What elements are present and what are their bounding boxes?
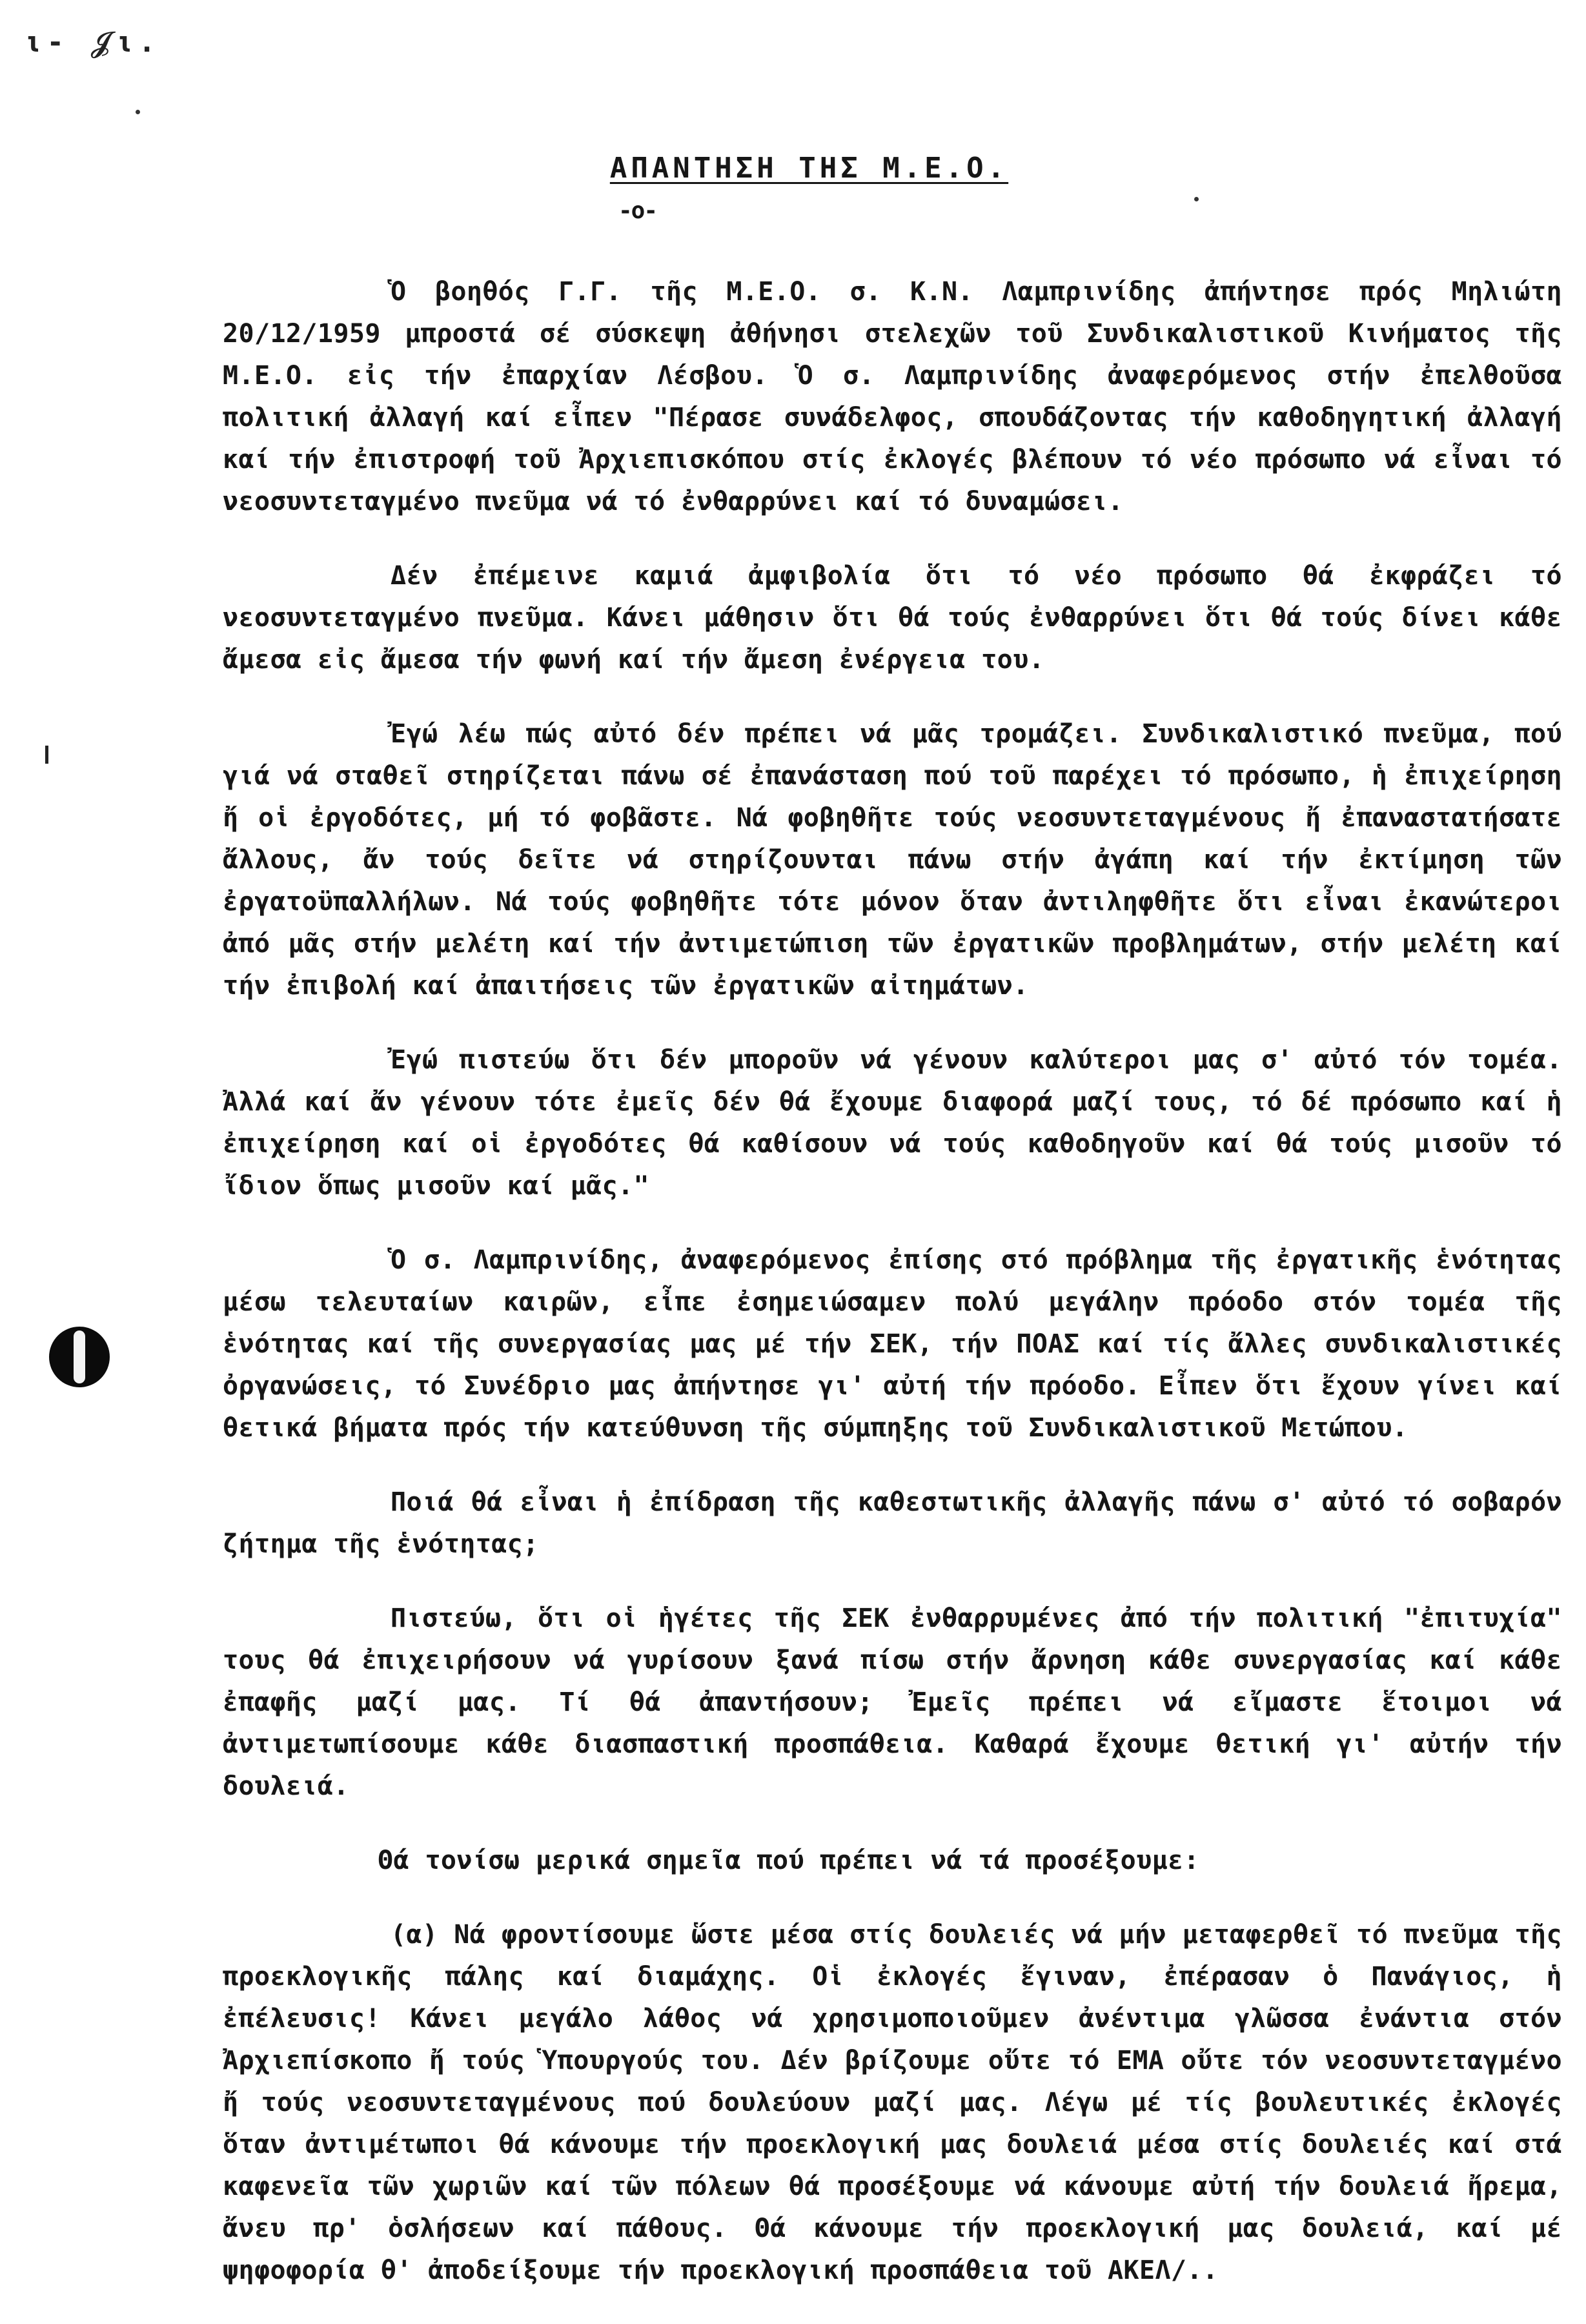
- paragraph-5: Ὁ σ. Λαμπρινίδης, ἀναφερόμενος ἐπίσης στό πρόβλημα τῆς ἐργατικῆς ἑνότητας μέσω τελευταίων καιρῶν, εἶπε ἐσημειώσαμεν πολύ μεγάλην πρόοδο στόν τομέα τῆς ἑνότητας καί τῆς συνεργασίας μας μέ τήν ΣΕΚ, τήν ΠΟΑΣ καί τίς ἄλλες συνδικαλιστικές ὀργανώσεις, τό Συνέδριο μας ἀπήντησε γι' αὐτή τήν πρόοδο. Εἶπεν ὅτι ἔχουν γίνει καί θετικά βήματα πρός τήν κατεύθυνση τῆς σύμπηξης τοῦ Συνδικαλιστικοῦ Μετώπου.: [223, 1245, 1562, 1443]
- paragraph-7: Πιστεύω, ὅτι οἱ ἡγέτες τῆς ΣΕΚ ἐνθαρρυμένες ἀπό τήν πολιτική "ἐπιτυχία" τους θά ἐπιχειρήσουν νά γυρίσουν ξανά πίσω στήν ἄρνηση κάθε συνεργασίας καί κάθε ἐπαφῆς μαζί μας. Τί θά ἀπαντήσουν; Ἐμεῖς πρέπει νά εἴμαστε ἕτοιμοι νά ἀντιμετωπίσουμε κάθε διασπαστική προσπάθεια. Καθαρά ἔχουμε θετική γι' αὐτήν τήν δουλειά.: [223, 1604, 1562, 1801]
- paragraph-1: Ὁ βοηθός Γ.Γ. τῆς Μ.Ε.Ο. σ. Κ.Ν. Λαμπρινίδης ἀπήντησε πρός Μηλιώτη 20/12/1959 μπροστά σέ σύσκεψη ἀθήνησι στελεχῶν τοῦ Συνδικαλιστικοῦ Κινήματος τῆς Μ.Ε.Ο. εἰς τήν ἐπαρχίαν Λέσβου. Ὁ σ. Λαμπρινίδης ἀναφερόμενος στήν ἐπελθοῦσα πολιτική ἀλλαγή καί εἶπεν "Πέρασε συνάδελφος, σπουδάζοντας τήν καθοδηγητική ἀλλαγή καί τήν ἐπιστροφή τοῦ Ἀρχιεπισκόπου στίς ἐκλογές βλέπουν τό νέο πρόσωπο νά εἶναι τό νεοσυντεταγμένο πνεῦμα νά τό ἐνθαρρύνει καί τό δυναμώσει.: [223, 277, 1562, 516]
- stray-ink-dot: [1194, 197, 1199, 201]
- handwritten-corner-mark: ι- 𝒥ι.: [25, 26, 161, 59]
- document-body: [223, 271, 1562, 2324]
- document-title: ΑΠΑΝΤΗΣΗ ΤΗΣ Μ.Ε.Ο.: [609, 152, 1009, 185]
- paragraph-8: Θά τονίσω μερικά σημεῖα πού πρέπει νά τά προσέξουμε:: [378, 1846, 1200, 1875]
- stray-ink-dot: [136, 110, 140, 114]
- paragraph-3: Ἐγώ λέω πώς αὐτό δέν πρέπει νά μᾶς τρομάζει. Συνδικαλιστικό πνεῦμα, πού γιά νά σταθεῖ στηρίζεται πάνω σέ ἐπανάσταση πού τοῦ παρέχει τό πρόσωπο, ἡ ἐπιχείρηση ἤ οἱ ἐργοδότες, μή τό φοβᾶστε. Νά φοβηθῆτε τούς νεοσυντεταγμένους ἤ ἐπαναστατήσατε ἄλλους, ἄν τούς δεῖτε νά στηρίζουνται πάνω στήν ἀγάπη καί τήν ἐκτίμηση τῶν ἐργατοϋπαλλήλων. Νά τούς φοβηθῆτε τότε μόνον ὅταν ἀντιληφθῆτε ὅτι εἶναι ἐκανώτεροι ἀπό μᾶς στήν μελέτη καί τήν ἀντιμετώπιση τῶν ἐργατικῶν προβλημάτων, στήν μελέτη καί τήν ἐπιβολή καί ἀπαιτήσεις τῶν ἐργατικῶν αἰτημάτων.: [223, 719, 1562, 1001]
- paragraph-6: Ποιά θά εἶναι ἡ ἐπίδραση τῆς καθεστωτικῆς ἀλλαγῆς πάνω σ' αὐτό τό σοβαρόν ζήτημα τῆς ἑνότητας;: [223, 1487, 1562, 1559]
- punch-hole-mark: [49, 1327, 110, 1387]
- title-ornament: -ο-: [618, 198, 657, 224]
- paragraph-2: Δέν ἐπέμεινε καμιά ἀμφιβολία ὅτι τό νέο πρόσωπο θά ἐκφράζει τό νεοσυντεταγμένο πνεῦμα. Κάνει μάθησιν ὅτι θά τούς ἐνθαρρύνει ὅτι θά τούς δίνει κάθε ἄμεσα εἰς ἄμεσα τήν φωνή καί τήν ἄμεση ἐνέργεια του.: [223, 561, 1562, 675]
- margin-ink-mark: [45, 746, 48, 764]
- paragraph-9: (α) Νά φροντίσουμε ὥστε μέσα στίς δουλειές νά μήν μεταφερθεῖ τό πνεῦμα τῆς προεκλογικῆς πάλης καί διαμάχης. Οἱ ἐκλογές ἔγιναν, ἐπέρασαν ὁ Πανάγιος, ἡ ἐπέλευσις! Κάνει μεγάλο λάθος νά χρησιμοποιοῦμεν ἀνέντιμα γλῶσσα ἐνάντια στόν Ἀρχιεπίσκοπο ἤ τούς Ὑπουργούς του. Δέν βρίζουμε οὔτε τό ΕΜΑ οὔτε τόν νεοσυντεταγμένο ἤ τούς νεοσυντεταγμένους πού δουλεύουν μαζί μας. Λέγω μέ τίς βουλευτικές ἐκλογές ὅταν ἀντιμέτωποι θά κάνουμε τήν προεκλογική μας δουλειά μέσα στίς δουλειές καί στά καφενεῖα τῶν χωριῶν καί τῶν πόλεων θά προσέξουμε νά κάνουμε αὐτή τήν δουλειά ἤρεμα, ἄνευ πρ' ὁσλήσεων καί πάθους. Θά κάνουμε τήν προεκλογική μας δουλειά, καί μέ ψηφοφορία θ' ἀποδείξουμε τήν προεκλογική προσπάθεια τοῦ ΑΚΕΛ/..: [223, 1920, 1562, 2285]
- paragraph-4: Ἐγώ πιστεύω ὅτι δέν μποροῦν νά γένουν καλύτεροι μας σ' αὐτό τόν τομέα. Ἀλλά καί ἄν γένουν τότε ἐμεῖς δέν θά ἔχουμε διαφορά μαζί τους, τό δέ πρόσωπο καί ἡ ἐπιχείρηση καί οἱ ἐργοδότες θά καθίσουν νά τούς καθοδηγοῦν καί θά τούς μισοῦν τό ἴδιον ὅπως μισοῦν καί μᾶς.": [223, 1045, 1562, 1201]
